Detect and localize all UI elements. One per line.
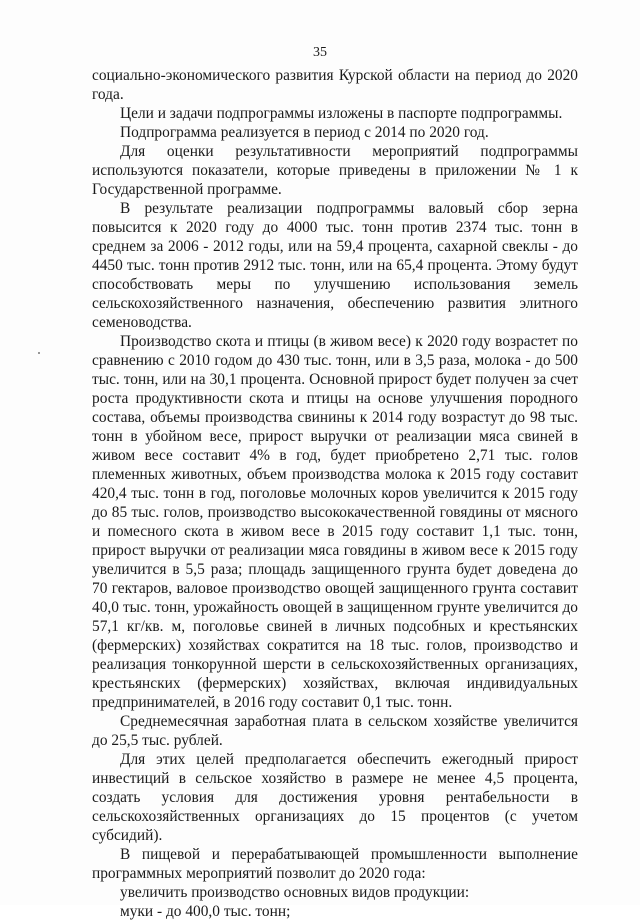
- paragraph-investments: Для этих целей предполагается обеспечить ежегодный прирост инвестиций в сельское хозяйство в размере не менее 4,5 процента, создать условия для достижения уровня рентабельности в сельскохозяйственных организациях до 15 процентов (с учетом субсидий).: [92, 751, 578, 844]
- paragraph-increase-production: увеличить производство основных видов продукции:: [120, 884, 470, 901]
- paragraph-livestock-production: Производство скота и птицы (в живом весе) к 2020 году возрастет по сравнению с 2010 годом до 430 тыс. тонн, или в 3,5 раза, молока - до 500 тыс. тонн, или на 30,1 процента. Основной прирост будет получен за счет роста продуктивности скота и птицы на основе улучшения породного состава, объемы производства свинины к 2014 году возрастут до 98 тыс. тонн в убойном весе, прирост выручки от реализации мяса свиней в живом весе составит 4% в год, будет приобретено 2,71 тыс. голов племенных животных, объем производства молока к 2015 году составит 420,4 тыс. тонн в год, поголовье молочных коров увеличится к 2015 году до 85 тыс. голов, производство высококачественной говядины от мясного и помесного скота в живом весе в 2015 году составит 1,1 тыс. тонн, прирост выручки от реализации мяса говядины в живом весе к 2015 году увеличится в 5,5 раза; площадь защищенного грунта будет доведена до 70 гектаров, валовое производство овощей защищенного грунта составит 40,0 тыс. тонн, урожайность овощей в защищенном грунте увеличится до 57,1 кг/кв. м, поголовье свиней в личных подсобных и крестьянских (фермерских) хозяйствах сократится на 18 тыс. голов, производство и реализация тонкорунной шерсти в сельскохозяйственных организациях, крестьянских (фермерских) хозяйствах, включая индивидуальных предпринимателей, в 2016 году составит 0,1 тыс. тонн.: [92, 333, 578, 711]
- paragraph-period: Подпрограмма реализуется в период с 2014 по 2020 год.: [120, 124, 489, 141]
- paragraph-grain-results: В результате реализации подпрограммы валовый сбор зерна повысится к 2020 году до 4000 тыс. тонн против 2374 тыс. тонн в среднем за 2006 - 2012 годы, или на 59,4 процента, сахарной свеклы - до 4450 тыс. тонн против 2912 тыс. тонн, или на 65,4 процента. Этому будут способствовать меры по улучшению использования земель сельскохозяйственного назначения, обеспечению развития элитного семеноводства.: [92, 200, 578, 331]
- paragraph-food-industry: В пищевой и перерабатывающей промышленности выполнение программных мероприятий позволит до 2020 года:: [92, 846, 578, 882]
- paragraph-continuation: социально-экономического развития Курской области на период до 2020 года.: [92, 67, 578, 103]
- document-body: [92, 66, 578, 921]
- page-number: 35: [313, 45, 327, 60]
- paragraph-salary: Среднемесячная заработная плата в сельском хозяйстве увеличится до 25,5 тыс. рублей.: [92, 713, 578, 749]
- paragraph-indicators: Для оценки результативности мероприятий подпрограммы используются показатели, которые приведены в приложении № 1 к Государственной программе.: [92, 143, 578, 198]
- paragraph-flour: муки - до 400,0 тыс. тонн;: [120, 903, 291, 920]
- scan-speck: [38, 352, 40, 354]
- paragraph-goals: Цели и задачи подпрограммы изложены в паспорте подпрограммы.: [120, 105, 563, 122]
